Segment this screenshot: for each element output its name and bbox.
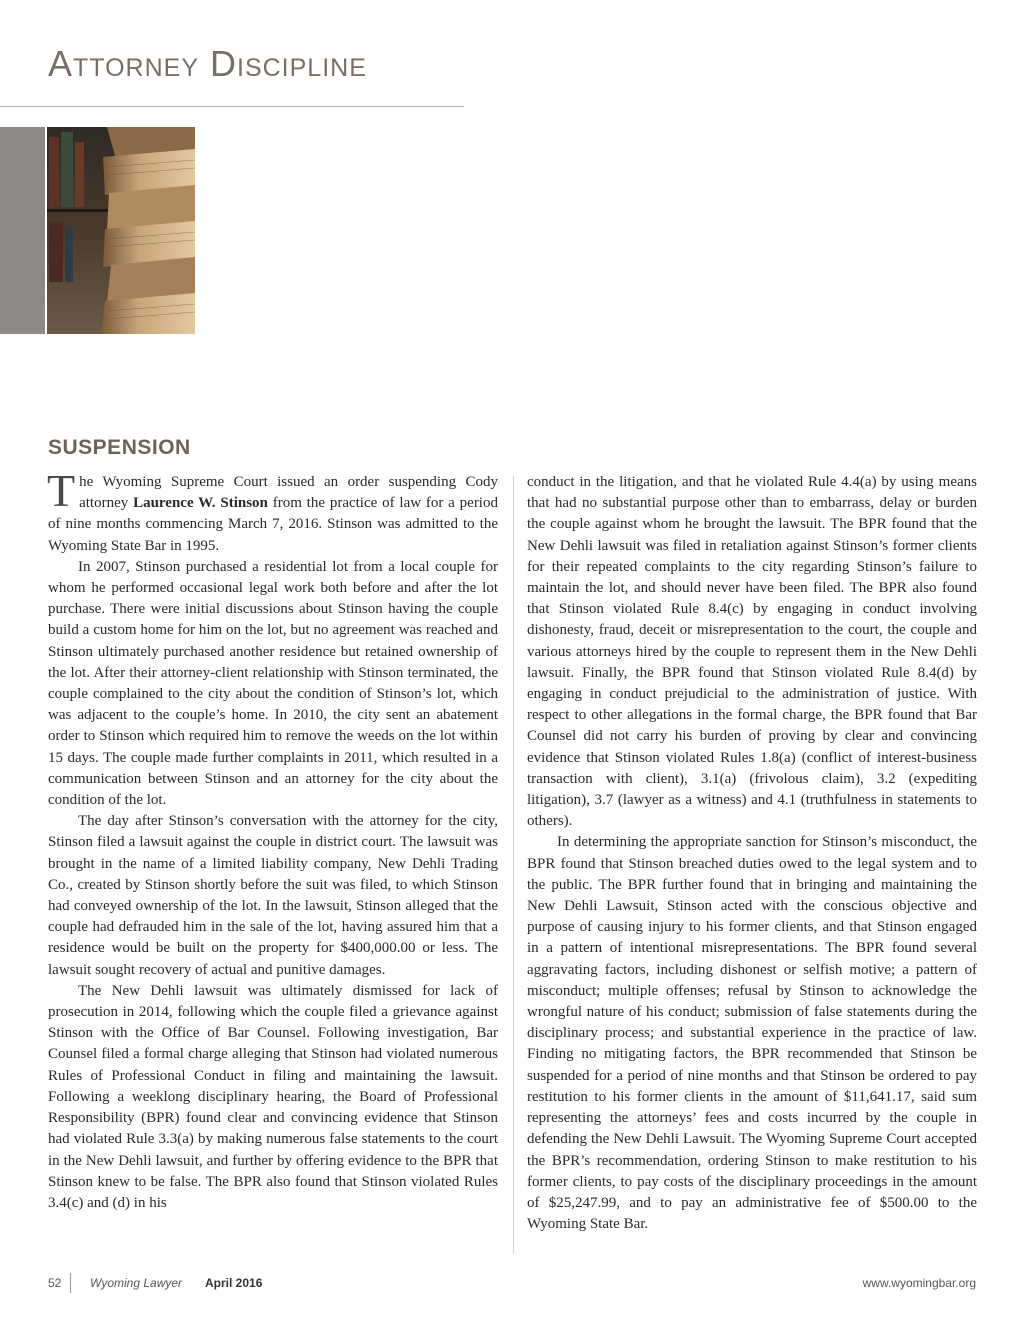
article-paragraph: The day after Stinson’s conversation with the attorney for the city, Stinson filed a lawsuit against the couple in district court. The lawsuit was brought in the name of a limited liability company, New Dehli Trading Co., created by Stinson shortly before the suit was filed, to which Stinson had conveyed ownership of the lot. In the lawsuit, Stinson alleged that the couple had defrauded him in the sale of the lot, having assured him that a residence would be built on the property for $400,000.00 or less. The lawsuit sought recovery of actual and punitive damages.: [48, 813, 498, 978]
section-heading: SUSPENSION: [48, 436, 191, 459]
article-paragraph: The New Dehli lawsuit was ultimately dismissed for lack of prosecution in 2014, following which the couple filed a grievance against Stinson with the Office of Bar Counsel. Following investigation, Bar Counsel filed a formal charge alleging that Stinson had violated numerous Rules of Professional Conduct in filing and maintaining the lawsuit. Following a weeklong disciplinary hearing, the Board of Professional Responsibility (BPR) found clear and convincing evidence that Stinson had violated Rule 3.3(a) by making numerous false statements to the court in the New Dehli lawsuit, and further by offering evidence to the BPR that Stinson knew to be false. The BPR also found that Stinson violated Rules 3.4(c) and (d) in his: [48, 982, 498, 1211]
article-column-right: [527, 472, 977, 1235]
decorative-gray-bar: [0, 127, 45, 334]
article-paragraph: conduct in the litigation, and that he violated Rule 4.4(a) by using means that had no substantial purpose other than to embarrass, delay or burden the couple against whom he brought the lawsuit. The BPR found that the New Dehli lawsuit was filed in retaliation against Stinson’s former clients for their repeated complaints to the city regarding Stinson’s failure to maintain the lot, and should never have been filed. The BPR also found that Stinson violated Rule 8.4(c) by engaging in conduct involving dishonesty, fraud, deceit or misrepresentation to the court, the couple and various attorneys hired by the couple to represent them in the New Dehli lawsuit. Finally, the BPR found that Stinson violated Rule 8.4(d) by engaging in conduct prejudicial to the administration of justice. With respect to other allegations in the formal charge, the BPR found that Bar Counsel did not carry his burden of proving by clear and convincing evidence that Stinson violated Rules 1.8(a) (conflict of interest-business transaction with client), 3.1(a) (frivolous claim), 3.2 (expediting litigation), 3.7 (lawyer as a witness) and 4.1 (truthfulness in statements to others).: [527, 474, 977, 830]
stacked-old-books-photo: [47, 127, 195, 334]
article-paragraph: In determining the appropriate sanction for Stinson’s misconduct, the BPR found that Stinson breached duties owed to the legal system and to the public. The BPR further found that in bringing and maintaining the New Dehli Lawsuit, Stinson acted with the conscious objective and purpose of causing injury to his former clients, and that Stinson engaged in a pattern of intentional misrepresentations. The BPR found several aggravating factors, including dishonest or selfish motive; a pattern of misconduct; multiple offenses; refusal by Stinson to acknowledge the wrongful nature of his conduct; submission of false statements during the disciplinary process; and substantial experience in the practice of law. Finding no mitigating factors, the BPR recommended that Stinson be suspended for a period of nine months and that Stinson be ordered to pay restitution to his former clients in the amount of $11,641.17, said sum representing the attorneys’ fees and costs incurred by the couple in defending the New Dehli Lawsuit. The Wyoming Supreme Court accepted the BPR’s recommendation, ordering Stinson to make restitution to his former clients, to pay costs of the disciplinary proceedings in the amount of $25,247.99, and to pay an administrative fee of $500.00 to the Wyoming State Bar.: [527, 834, 977, 1233]
article-column-left: [47, 465, 498, 1214]
issue-date: April 2016: [205, 1276, 263, 1290]
article-paragraph: In 2007, Stinson purchased a residential lot from a local couple for whom he performed occasional legal work both before and after the lot purchase. There were initial discussions about Stinson having the couple build a custom home for him on the lot, but no agreement was reached and Stinson ultimately purchased another residence but retained ownership of the lot. After their attorney-client relationship with Stinson terminated, the couple complained to the city about the condition of Stinson’s lot, which was adjacent to the couple’s home. In 2010, the city sent an abatement order to Stinson which required him to remove the weeds on the lot within 15 days. The couple made further complaints in 2011, which resulted in a communication between Stinson and an attorney for the city about the condition of the lot.: [48, 558, 498, 809]
page-footer: [48, 1276, 976, 1294]
drop-cap: T: [47, 465, 76, 516]
attorney-name: Laurence W. Stinson: [133, 495, 268, 512]
page-number: 52: [48, 1276, 62, 1290]
header-rule: [0, 106, 464, 107]
column-divider: [513, 476, 514, 1254]
footer-divider: [70, 1273, 71, 1293]
publication-name: Wyoming Lawyer: [90, 1276, 183, 1290]
section-title: Attorney Discipline: [48, 43, 367, 84]
website-link[interactable]: www.wyomingbar.org: [862, 1276, 976, 1290]
article-paragraph: The Wyoming Supreme Court issued an order suspending Cody attorney Laurence W. Stinson from the practice of law for a period of nine months commencing March 7, 2016. Stinson was admitted to the Wyoming State Bar in 1995.: [47, 465, 498, 554]
